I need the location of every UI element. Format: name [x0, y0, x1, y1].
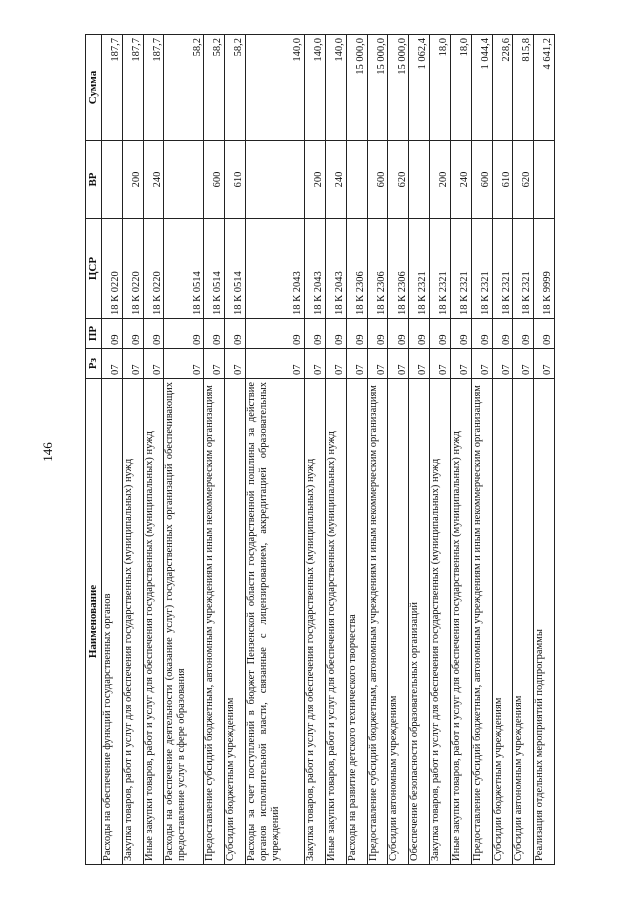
table-row [534, 35, 555, 865]
cell-vr: 600 [471, 141, 492, 219]
table-row [164, 35, 204, 865]
cell-pr: 09 [305, 319, 326, 349]
table-row [409, 35, 430, 865]
cell-vr: 610 [492, 141, 513, 219]
cell-pr: 09 [204, 319, 225, 349]
cell-pr: 09 [367, 319, 388, 349]
table-row [225, 35, 246, 865]
table-row [204, 35, 225, 865]
header-vr: ВР [86, 141, 102, 219]
cell-csr: 18 К 2321 [471, 219, 492, 319]
cell-vr [102, 141, 123, 219]
cell-name: Предоставление субсидий бюджетным, автономным учреждениям и иным некоммерческим организациям [367, 379, 388, 865]
table-row [143, 35, 164, 865]
cell-pr: 09 [143, 319, 164, 349]
cell-rz: 07 [143, 349, 164, 379]
cell-vr: 610 [225, 141, 246, 219]
cell-vr: 200 [430, 141, 451, 219]
cell-pr: 09 [450, 319, 471, 349]
table-row [471, 35, 492, 865]
cell-rz: 07 [246, 349, 305, 379]
cell-rz: 07 [450, 349, 471, 379]
table-row [305, 35, 326, 865]
table-row [346, 35, 367, 865]
cell-csr: 18 К 2306 [388, 219, 409, 319]
cell-name: Расходы за счет поступлений в бюджет Пензенской области государственной пошлины за действие органов исполнительной власти, связанные с лицензированием, аккредитацией образовательных учреждений [246, 379, 305, 865]
cell-sum: 187,7 [143, 35, 164, 141]
cell-vr: 240 [326, 141, 347, 219]
cell-name: Субсидии автономным учреждениям [388, 379, 409, 865]
cell-pr: 09 [346, 319, 367, 349]
cell-vr: 620 [513, 141, 534, 219]
cell-csr: 18 К 9999 [534, 219, 555, 319]
cell-name: Субсидии бюджетным учреждениям [225, 379, 246, 865]
cell-csr: 18 К 0220 [122, 219, 143, 319]
cell-vr [409, 141, 430, 219]
cell-pr: 09 [409, 319, 430, 349]
table-row [430, 35, 451, 865]
cell-pr: 09 [102, 319, 123, 349]
table-row [102, 35, 123, 865]
table-body [102, 35, 555, 865]
table-row [492, 35, 513, 865]
cell-vr: 240 [450, 141, 471, 219]
cell-sum: 140,0 [326, 35, 347, 141]
cell-pr: 09 [534, 319, 555, 349]
table-row [367, 35, 388, 865]
cell-vr: 240 [143, 141, 164, 219]
cell-name: Закупка товаров, работ и услуг для обеспечения государственных (муниципальных) нужд [122, 379, 143, 865]
cell-rz: 07 [305, 349, 326, 379]
table-row [122, 35, 143, 865]
header-csr: ЦСР [86, 219, 102, 319]
cell-sum: 815,8 [513, 35, 534, 141]
cell-csr: 18 К 2043 [326, 219, 347, 319]
cell-name: Расходы на обеспечение деятельности (оказание услуг) государственных организаций обеспечивающих предоставление услуг в сфере образования [164, 379, 204, 865]
cell-pr: 09 [513, 319, 534, 349]
cell-rz: 07 [409, 349, 430, 379]
cell-pr: 09 [246, 319, 305, 349]
cell-rz: 07 [534, 349, 555, 379]
cell-sum: 140,0 [305, 35, 326, 141]
cell-csr: 18 К 2321 [513, 219, 534, 319]
cell-csr: 18 К 0220 [143, 219, 164, 319]
cell-csr: 18 К 2321 [409, 219, 430, 319]
cell-pr: 09 [225, 319, 246, 349]
cell-sum: 18,0 [450, 35, 471, 141]
cell-name: Иные закупки товаров, работ и услуг для обеспечения государственных (муниципальных) нужд [143, 379, 164, 865]
cell-name: Закупка товаров, работ и услуг для обеспечения государственных (муниципальных) нужд [430, 379, 451, 865]
cell-sum: 15 000,0 [346, 35, 367, 141]
header-rz: Рз [86, 349, 102, 379]
cell-sum: 58,2 [164, 35, 204, 141]
cell-rz: 07 [102, 349, 123, 379]
cell-rz: 07 [204, 349, 225, 379]
table-row [246, 35, 305, 865]
cell-vr [246, 141, 305, 219]
cell-rz: 07 [492, 349, 513, 379]
cell-pr: 09 [164, 319, 204, 349]
cell-csr: 18 К 0514 [164, 219, 204, 319]
cell-rz: 07 [471, 349, 492, 379]
cell-vr: 620 [388, 141, 409, 219]
cell-vr: 200 [305, 141, 326, 219]
cell-pr: 09 [430, 319, 451, 349]
cell-name: Закупка товаров, работ и услуг для обеспечения государственных (муниципальных) нужд [305, 379, 326, 865]
cell-sum: 187,7 [122, 35, 143, 141]
table-row [388, 35, 409, 865]
budget-table-container [85, 35, 555, 865]
cell-sum: 58,2 [204, 35, 225, 141]
cell-name: Предоставление субсидий бюджетным, автономным учреждениям и иным некоммерческим организациям [204, 379, 225, 865]
cell-vr [346, 141, 367, 219]
cell-name: Субсидии бюджетным учреждениям [492, 379, 513, 865]
budget-table [85, 34, 555, 865]
cell-rz: 07 [326, 349, 347, 379]
cell-sum: 140,0 [246, 35, 305, 141]
cell-rz: 07 [513, 349, 534, 379]
cell-rz: 07 [164, 349, 204, 379]
cell-sum: 58,2 [225, 35, 246, 141]
cell-csr: 18 К 2306 [346, 219, 367, 319]
cell-sum: 15 000,0 [367, 35, 388, 141]
cell-rz: 07 [430, 349, 451, 379]
cell-rz: 07 [346, 349, 367, 379]
cell-rz: 07 [388, 349, 409, 379]
table-header-row [86, 35, 102, 865]
page-number: 146 [40, 442, 55, 462]
cell-sum: 187,7 [102, 35, 123, 141]
cell-csr: 18 К 2043 [305, 219, 326, 319]
cell-name: Субсидии автономным учреждениям [513, 379, 534, 865]
cell-vr: 600 [204, 141, 225, 219]
cell-sum: 4 641,2 [534, 35, 555, 141]
cell-csr: 18 К 2306 [367, 219, 388, 319]
cell-name: Иные закупки товаров, работ и услуг для обеспечения государственных (муниципальных) нужд [450, 379, 471, 865]
cell-rz: 07 [122, 349, 143, 379]
cell-pr: 09 [122, 319, 143, 349]
cell-csr: 18 К 2043 [246, 219, 305, 319]
table-row [450, 35, 471, 865]
cell-csr: 18 К 2321 [492, 219, 513, 319]
cell-sum: 1 062,4 [409, 35, 430, 141]
cell-csr: 18 К 2321 [430, 219, 451, 319]
cell-pr: 09 [326, 319, 347, 349]
cell-csr: 18 К 0514 [225, 219, 246, 319]
cell-vr [534, 141, 555, 219]
cell-sum: 1 044,4 [471, 35, 492, 141]
cell-sum: 18,0 [430, 35, 451, 141]
cell-name: Предоставление субсидий бюджетным, автономным учреждениям и иным некоммерческим организациям [471, 379, 492, 865]
header-name: Наименование [86, 379, 102, 865]
cell-vr [164, 141, 204, 219]
table-row [513, 35, 534, 865]
cell-sum: 228,6 [492, 35, 513, 141]
cell-rz: 07 [225, 349, 246, 379]
cell-vr: 600 [367, 141, 388, 219]
cell-name: Расходы на обеспечение функций государственных органов [102, 379, 123, 865]
cell-csr: 18 К 2321 [450, 219, 471, 319]
cell-name: Реализация отдельных мероприятий подпрограммы [534, 379, 555, 865]
cell-name: Расходы на развитие детского технического творчества [346, 379, 367, 865]
cell-pr: 09 [388, 319, 409, 349]
cell-sum: 15 000,0 [388, 35, 409, 141]
cell-rz: 07 [367, 349, 388, 379]
table-row [326, 35, 347, 865]
cell-vr: 200 [122, 141, 143, 219]
cell-pr: 09 [492, 319, 513, 349]
header-sum: Сумма [86, 35, 102, 141]
cell-pr: 09 [471, 319, 492, 349]
header-pr: ПР [86, 319, 102, 349]
cell-name: Иные закупки товаров, работ и услуг для обеспечения государственных (муниципальных) нужд [326, 379, 347, 865]
cell-name: Обеспечение безопасности образовательных организаций [409, 379, 430, 865]
cell-csr: 18 К 0220 [102, 219, 123, 319]
cell-csr: 18 К 0514 [204, 219, 225, 319]
